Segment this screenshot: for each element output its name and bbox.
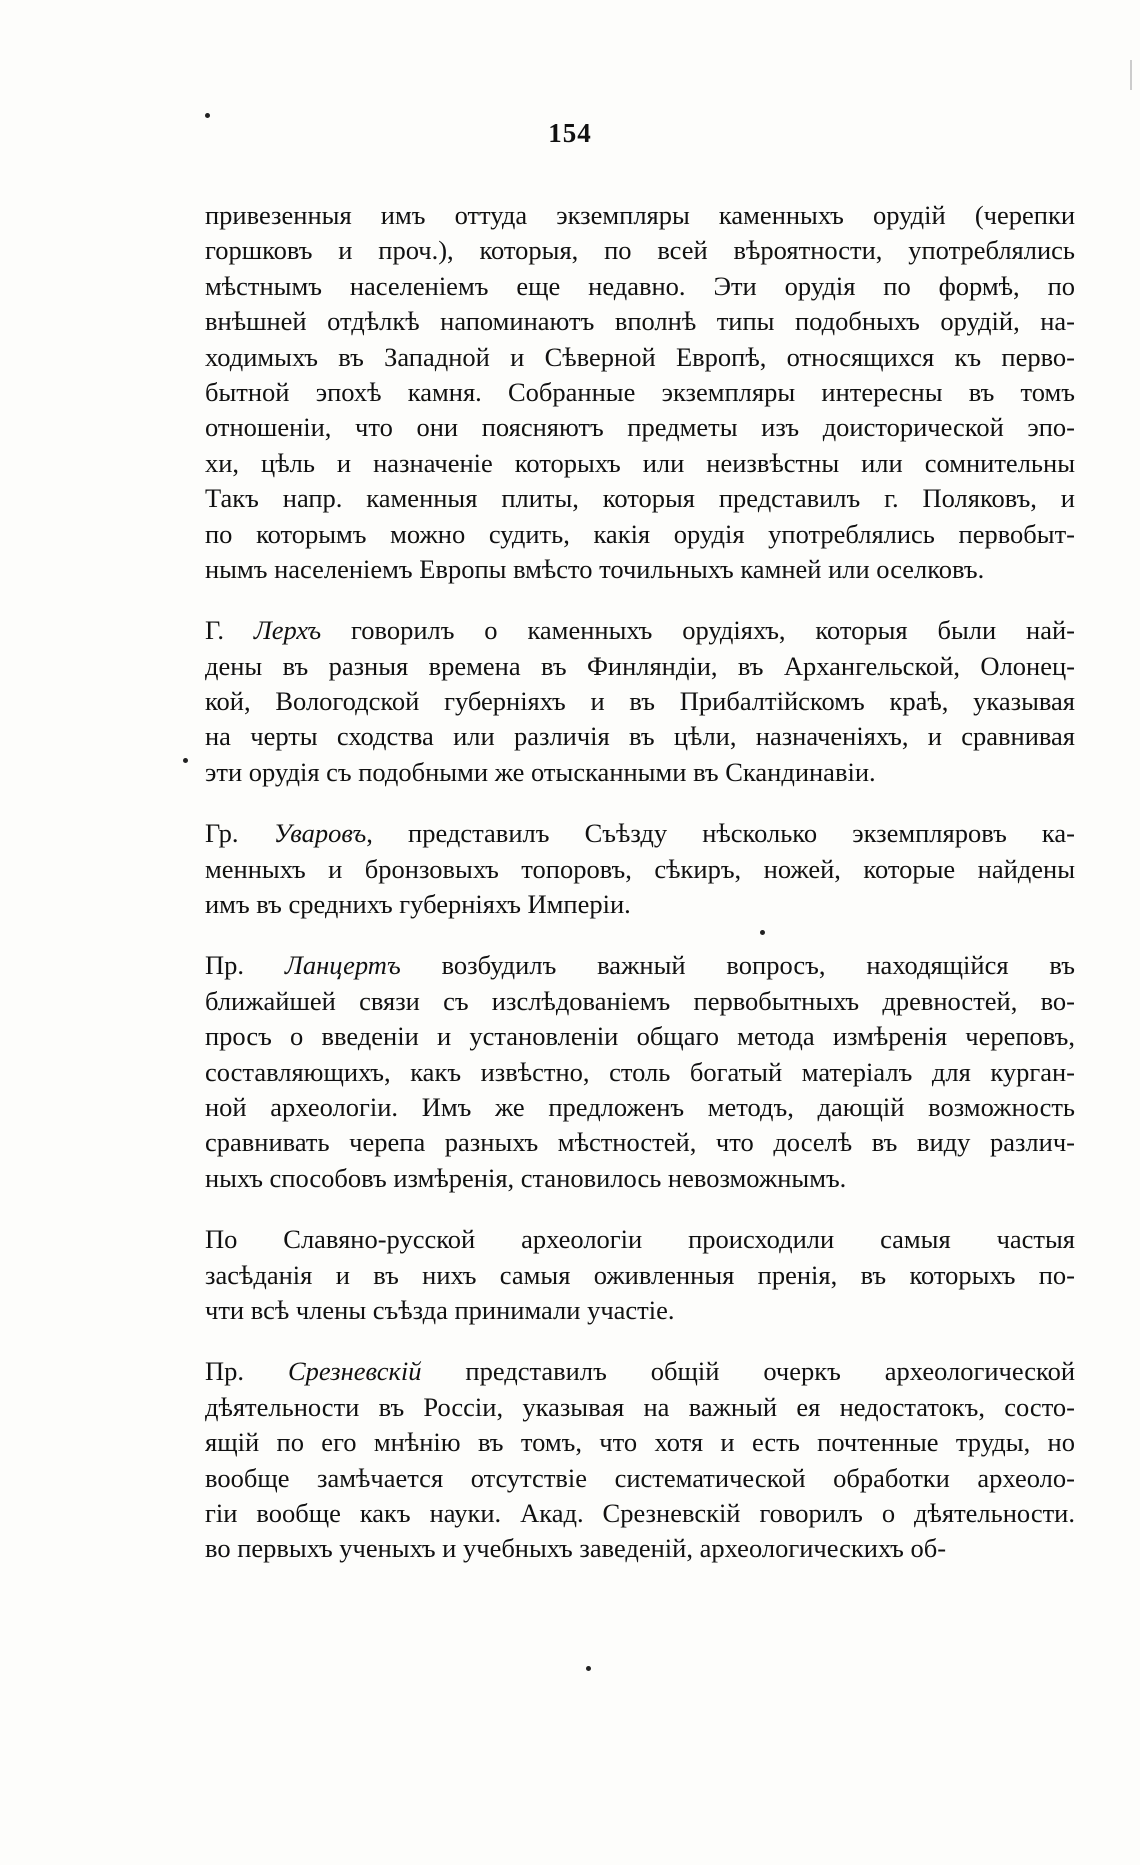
text-line: ходимыхъ въ Западной и Сѣверной Европѣ, относящихся къ перво- [205, 341, 1075, 372]
text-line: отношеніи, что они поясняютъ предметы изъ доисторической эпо- [205, 412, 1075, 443]
text-line: менныхъ и бронзовыхъ топоровъ, сѣкиръ, ножей, которые найдены [205, 853, 1075, 884]
text-segment: возбудилъ важный вопросъ, находящійся въ [400, 950, 1075, 981]
author-name: Уваровъ [273, 818, 367, 849]
text-line: просъ о введеніи и установленіи общаго метода измѣренія череповъ, [205, 1021, 1075, 1052]
ink-speck [586, 1666, 591, 1671]
text-line [205, 948, 1075, 983]
text-segment: говорилъ о каменныхъ орудіяхъ, которыя были най- [321, 615, 1075, 646]
text-line: составляющихъ, какъ извѣстно, столь богатый матеріалъ для курган- [205, 1056, 1075, 1087]
text-segment: Гр. [205, 818, 274, 849]
text-line: ной археологіи. Имъ же предложенъ методъ, дающій возможность [205, 1091, 1075, 1122]
text-line: вообще замѣчается отсутствіе систематической обработки археоло- [205, 1462, 1075, 1493]
text-line: на черты сходства или различія въ цѣли, назначеніяхъ, и сравнивая [205, 721, 1075, 752]
paragraph [205, 613, 1075, 790]
text-segment: Пр. [205, 950, 285, 981]
author-name: Лерхъ [253, 615, 322, 646]
ink-speck [760, 930, 765, 935]
text-line: Такъ напр. каменныя плиты, которыя представилъ г. Поляковъ, и [205, 483, 1075, 514]
text-line: по которымъ можно судить, какія орудія употреблялись первобыт- [205, 518, 1075, 549]
text-line: горшковъ и проч.), которыя, по всей вѣроятности, употреблялись [205, 235, 1075, 266]
page-number: 154 [548, 118, 592, 148]
paragraph-gap [205, 1196, 1075, 1222]
ink-speck [205, 113, 210, 118]
text-line [205, 613, 1075, 648]
paragraph [205, 816, 1075, 922]
ink-speck [183, 758, 188, 763]
text-line: гіи вообще какъ науки. Акад. Срезневскій говорилъ о дѣятельности. [205, 1497, 1075, 1528]
paragraph-gap [205, 587, 1075, 613]
paragraph [205, 198, 1075, 587]
text-line: кой, Вологодской губерніяхъ и въ Прибалтійскомъ краѣ, указывая [205, 686, 1075, 717]
paragraph-gap [205, 790, 1075, 816]
author-name: Срезневскій [287, 1356, 422, 1387]
text-line: во первыхъ ученыхъ и учебныхъ заведеній, археологическихъ об- [205, 1533, 947, 1564]
text-line: чти всѣ члены съѣзда принимали участіе. [205, 1294, 675, 1325]
text-segment: Пр. [205, 1356, 288, 1387]
author-name: Ланцертъ [284, 950, 401, 981]
text-line: дены въ разныя времена въ Финляндіи, въ Архангельской, Олонец- [205, 650, 1075, 681]
text-line [205, 816, 1075, 851]
paragraph [205, 1222, 1075, 1328]
text-line: ближайшей связи съ изслѣдованіемъ первобытныхъ древностей, во- [205, 985, 1075, 1016]
paragraph-gap [205, 1328, 1075, 1354]
body-text [205, 198, 1075, 1567]
text-line: ныхъ способовъ измѣренія, становилось невозможнымъ. [205, 1162, 847, 1193]
text-line: привезенныя имъ оттуда экземпляры каменныхъ орудій (черепки [205, 200, 1075, 230]
text-segment: Г. [205, 615, 254, 646]
text-line: По Славяно-русской археологіи происходили самыя частыя [205, 1224, 1075, 1255]
text-line: эти орудія съ подобными же отысканными въ Скандинавіи. [205, 756, 876, 787]
text-line: хи, цѣль и назначеніе которыхъ или неизвѣстны или сомнительны [205, 447, 1075, 478]
scan-edge-mark [1130, 60, 1132, 90]
text-line: дѣятельности въ Россіи, указывая на важный ея недостатокъ, состо- [205, 1391, 1075, 1422]
text-line: бытной эпохѣ камня. Собранные экземпляры интересны въ томъ [205, 376, 1075, 407]
text-line: ящій по его мнѣнію въ томъ, что хотя и есть почтенные труды, но [205, 1427, 1075, 1458]
text-line: засѣданія и въ нихъ самыя оживленныя пренія, въ которыхъ по- [205, 1259, 1075, 1290]
text-line: имъ въ среднихъ губерніяхъ Имперіи. [205, 889, 631, 920]
text-line: нымъ населеніемъ Европы вмѣсто точильныхъ камней или оселковъ. [205, 553, 985, 584]
paragraph [205, 1354, 1075, 1566]
text-line: мѣстнымъ населеніемъ еще недавно. Эти орудія по формѣ, по [205, 270, 1075, 301]
text-line [205, 1354, 1075, 1389]
text-line: сравнивать черепа разныхъ мѣстностей, что доселѣ въ виду различ- [205, 1127, 1075, 1158]
paragraph [205, 948, 1075, 1196]
text-line: внѣшней отдѣлкѣ напоминаютъ вполнѣ типы подобныхъ орудій, на- [205, 306, 1075, 337]
paragraph-gap [205, 922, 1075, 948]
text-segment: , представилъ Съѣзду нѣсколько экземпляровъ ка- [366, 818, 1075, 849]
text-segment: представилъ общій очеркъ археологической [421, 1356, 1075, 1387]
